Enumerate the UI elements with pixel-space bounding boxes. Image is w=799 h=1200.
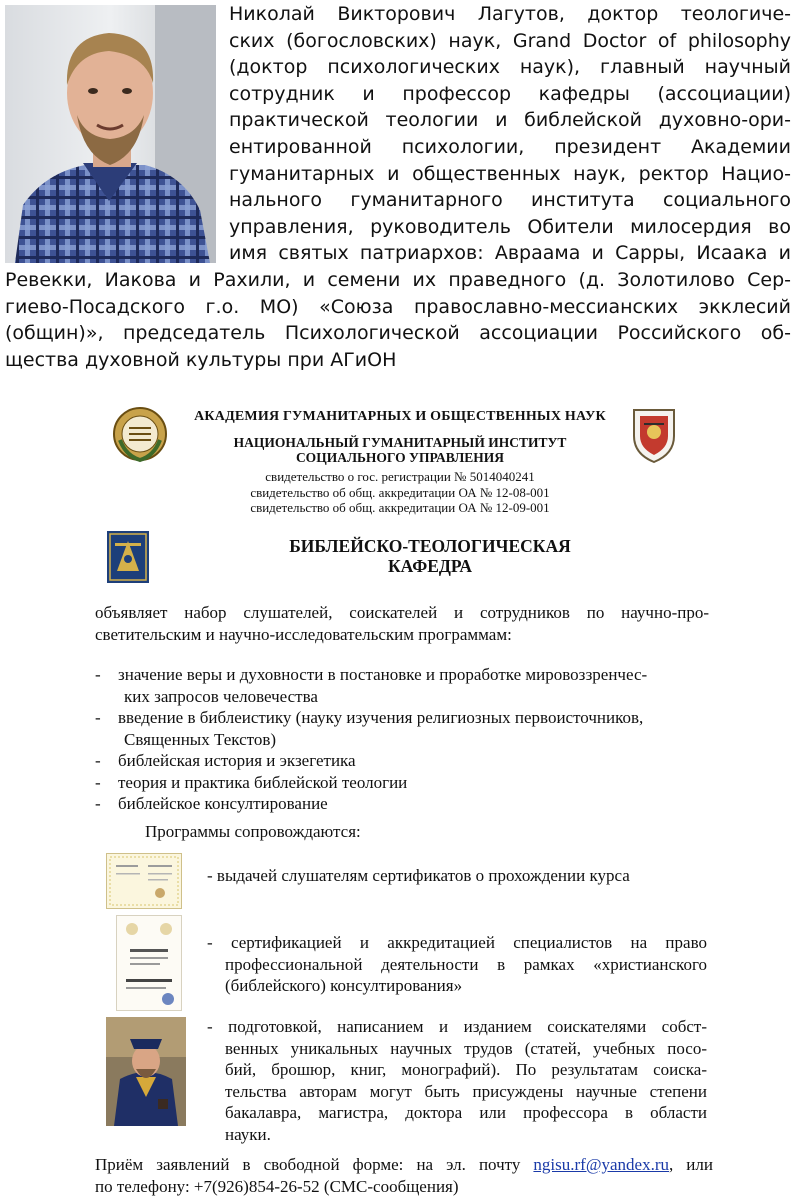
accompaniment-text: - подготовкой, написанием и изданием соискателями собст- <box>207 1017 707 1036</box>
list-item-text: теория и практика библейской теологии <box>118 772 408 792</box>
list-dash: - <box>95 772 101 792</box>
registration-certificates <box>170 469 630 516</box>
accompaniment-item <box>207 865 707 887</box>
bio-line: (общин)», председатель Психологической ассоциации Российского об- <box>5 322 791 345</box>
academy-emblem-icon <box>112 406 168 464</box>
department-emblem-icon <box>107 531 149 583</box>
accompaniment-text: бий, брошюр, книг, монографий). По результатам соиска- <box>225 1060 707 1079</box>
programs-heading: Программы сопровождаются: <box>145 822 361 841</box>
bio-line: Николай Викторович Лагутов, доктор теологиче- <box>229 3 791 25</box>
bio-line: сотрудник и профессор кафедры (ассоциации) <box>229 82 791 105</box>
list-item <box>95 772 709 794</box>
institute-shield-icon <box>630 406 678 464</box>
bio-line: управления, руководитель Обители милосердия во <box>229 215 791 238</box>
department-title <box>240 536 620 576</box>
list-item-text: значение веры и духовности в постановке и проработке мировоззренчес- <box>118 665 648 684</box>
certificate-thumbnail <box>106 853 182 909</box>
bio-line: Ревекки, Иакова и Рахили, и семени их праведного (д. Золотилово Сер- <box>5 269 791 291</box>
list-dash: - <box>95 751 101 770</box>
bio-line: нального гуманитарного института социального <box>229 189 791 212</box>
contact-line-email <box>95 1154 713 1176</box>
contact-suffix: , или <box>669 1155 713 1174</box>
bio-line: (доктор психологических наук), главный научный <box>229 56 791 79</box>
list-item-text: библейское консултирование <box>118 794 328 813</box>
accompaniment-text: профессиональной деятельности в рамках «христианского <box>225 954 707 974</box>
bio-line: ских (богословских) наук, Grand Doctor of philosophy <box>229 29 791 52</box>
accompaniment-text: бакалавра, магистра, доктора или профессора в области <box>225 1103 707 1122</box>
accompaniment-text: - сертификацией и аккредитацией специалистов на право <box>207 933 707 952</box>
list-item <box>95 707 709 750</box>
accompaniment-text: (библейского) консултирования» <box>225 976 463 995</box>
bio-line: практической теологии и библейской духовно-ори- <box>229 109 791 132</box>
bio-line: ентированной психологии, президент Академии <box>229 135 791 158</box>
contact-line-phone: по телефону: +7(926)854-26-52 (СМС-сообщения) <box>95 1176 459 1196</box>
list-item-text: Священных Текстов) <box>124 729 277 749</box>
contact-footer <box>95 1154 713 1197</box>
program-list <box>95 664 709 815</box>
accompaniment-text: венных уникальных научных трудов (статей, учебных посо- <box>225 1038 707 1058</box>
institute-name-line: СОЦИАЛЬНОГО УПРАВЛЕНИЯ <box>295 450 505 465</box>
bio-line: щества духовной культуры при АГиОН <box>5 348 397 371</box>
list-item <box>95 750 709 772</box>
email-link[interactable]: ngisu.rf@yandex.ru <box>533 1155 669 1174</box>
list-item-text: библейская история и экзегетика <box>118 751 356 770</box>
graduate-photo <box>106 1017 186 1126</box>
bio-text-bottom <box>5 267 791 373</box>
certificate-line: свидетельство о гос. регистрации № 5014040241 <box>265 469 535 484</box>
accompaniment-text: - выдачей слушателям сертификатов о прохождении курса <box>207 866 630 885</box>
list-item-text: ких запросов человечества <box>124 686 318 706</box>
accompaniment-text: науки. <box>225 1124 271 1144</box>
academy-name: АКАДЕМИЯ ГУМАНИТАРНЫХ И ОБЩЕСТВЕННЫХ НАУК <box>194 409 606 424</box>
accreditation-thumbnail <box>116 915 182 1011</box>
accompaniment-item <box>207 1016 707 1145</box>
portrait-photo <box>5 5 216 263</box>
list-dash: - <box>95 794 101 813</box>
contact-prefix: Приём заявлений в свободной форме: на эл. почту <box>95 1155 534 1174</box>
intro-line: объявляет набор слушателей, соискателей и сотрудников по научно-про- <box>95 603 709 622</box>
list-item-text: введение в библеистику (науку изучения религиозных первоисточников, <box>118 708 644 727</box>
department-title-line: БИБЛЕЙСКО-ТЕОЛОГИЧЕСКАЯ <box>289 536 571 556</box>
institute-name <box>170 435 630 465</box>
certificate-line: свидетельство об общ. аккредитации ОА № 12-09-001 <box>250 500 550 515</box>
bio-line: гуманитарных и общественных наук, ректор Нацио- <box>229 162 791 185</box>
list-dash: - <box>95 708 101 727</box>
intro-line: светительским и научно-исследовательским программам: <box>95 624 512 644</box>
announcement-intro <box>95 602 709 645</box>
institute-name-line: НАЦИОНАЛЬНЫЙ ГУМАНИТАРНЫЙ ИНСТИТУТ <box>233 435 567 450</box>
department-title-line: КАФЕДРА <box>387 556 473 576</box>
accompaniment-text: тельства авторам могут быть присуждены научные степени <box>225 1081 707 1101</box>
bio-text-top <box>229 1 791 267</box>
accompaniment-item <box>207 932 707 997</box>
certificate-line: свидетельство об общ. аккредитации ОА № 12-08-001 <box>250 484 550 500</box>
bio-line: гиево-Посадского г.о. МО) «Союза православно-мессианских экклесий <box>5 295 791 318</box>
list-item <box>95 664 709 707</box>
list-dash: - <box>95 665 101 684</box>
list-item <box>95 793 709 815</box>
bio-line: имя святых патриархов: Авраама и Сарры, Исаака и <box>229 242 791 265</box>
